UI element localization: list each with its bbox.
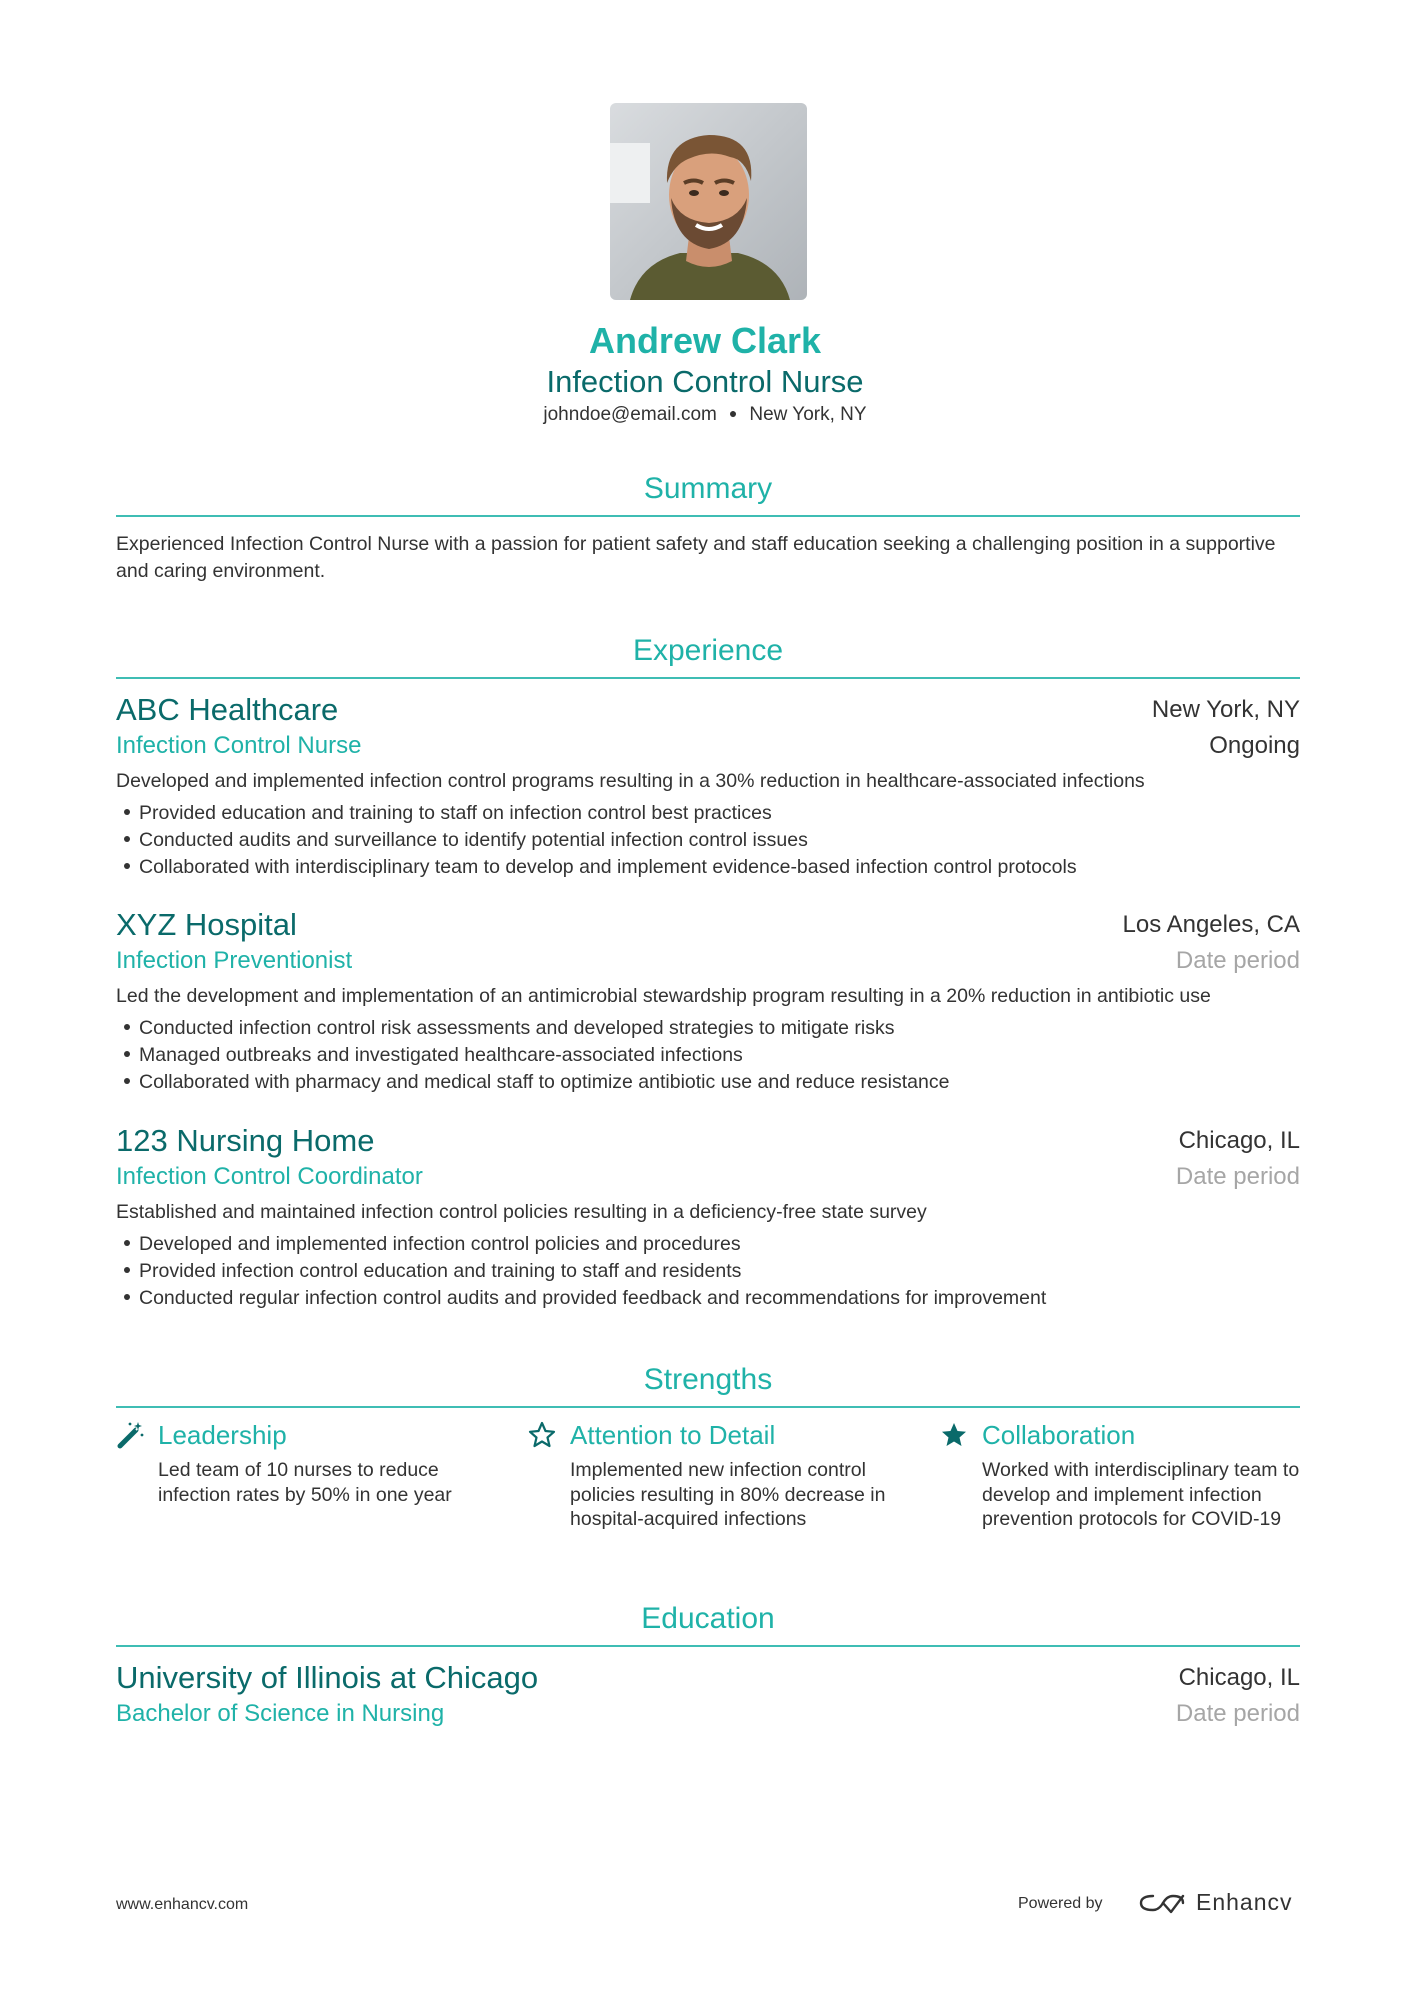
section-divider xyxy=(116,515,1300,517)
experience-item xyxy=(116,1123,1300,1323)
email-text[interactable]: johndoe@email.com xyxy=(543,404,717,425)
experience-item xyxy=(116,692,1300,892)
company-name: XYZ Hospital xyxy=(116,907,297,942)
job-role: Infection Control Coordinator xyxy=(116,1163,423,1190)
job-description: Established and maintained infection control policies resulting in a deficiency-free state survey xyxy=(116,1201,927,1223)
school-name: University of Illinois at Chicago xyxy=(116,1660,539,1695)
powered-by-label: Powered by xyxy=(1018,1895,1103,1912)
candidate-name: Andrew Clark xyxy=(588,320,822,361)
contact-line xyxy=(0,404,1410,426)
bullet-item: Conducted regular infection control audits and provided feedback and recommendations for improvement xyxy=(122,1285,1046,1312)
strength-description: Implemented new infection control policies resulting in 80% decrease in hospital-acquired infections xyxy=(570,1459,886,1530)
job-location: Los Angeles, CA xyxy=(1122,911,1300,938)
section-title-education: Education xyxy=(641,1602,775,1635)
experience-item xyxy=(116,907,1300,1107)
star-filled-icon xyxy=(940,1421,968,1449)
job-bullets xyxy=(122,800,1077,881)
bullet-item: Developed and implemented infection control policies and procedures xyxy=(122,1231,1046,1258)
section-divider xyxy=(116,1406,1300,1408)
bullet-item: Collaborated with pharmacy and medical staff to optimize antibiotic use and reduce resistance xyxy=(122,1069,949,1096)
strength-title: Leadership xyxy=(158,1420,287,1450)
job-role: Infection Control Nurse xyxy=(116,732,362,759)
bullet-item: Conducted audits and surveillance to identify potential infection control issues xyxy=(122,827,1077,854)
job-description: Led the development and implementation of an antimicrobial stewardship program resulting in a 20% reduction in antibiotic use xyxy=(116,985,1211,1007)
enhancv-logo-icon xyxy=(1137,1888,1187,1918)
job-bullets xyxy=(122,1015,949,1096)
strength-title: Attention to Detail xyxy=(570,1420,776,1450)
education-period: Date period xyxy=(1175,1700,1300,1727)
section-divider xyxy=(116,1645,1300,1647)
company-name: 123 Nursing Home xyxy=(116,1123,375,1158)
education-item xyxy=(116,1660,1300,1750)
section-divider xyxy=(116,677,1300,679)
bullet-item: Collaborated with interdisciplinary team to develop and implement evidence-based infection control protocols xyxy=(122,854,1077,881)
job-period: Date period xyxy=(1175,947,1300,974)
strength-description: Worked with interdisciplinary team to develop and implement infection prevention protocols for COVID-19 xyxy=(982,1459,1300,1530)
candidate-title: Infection Control Nurse xyxy=(546,364,864,399)
job-period: Ongoing xyxy=(1209,732,1300,759)
footer-website-link[interactable]: www.enhancv.com xyxy=(116,1896,249,1913)
brand-name[interactable]: Enhancv xyxy=(1196,1889,1293,1915)
job-role: Infection Preventionist xyxy=(116,947,353,974)
section-title-summary: Summary xyxy=(643,472,773,505)
company-name: ABC Healthcare xyxy=(116,692,339,727)
job-bullets xyxy=(122,1231,1046,1312)
bullet-item: Conducted infection control risk assessments and developed strategies to mitigate risks xyxy=(122,1015,949,1042)
strength-description: Led team of 10 nurses to reduce infection rates by 50% in one year xyxy=(158,1459,452,1506)
bullet-item: Managed outbreaks and investigated healthcare-associated infections xyxy=(122,1042,949,1069)
job-location: Chicago, IL xyxy=(1178,1127,1300,1154)
portrait-image xyxy=(610,103,807,300)
profile-photo xyxy=(610,103,807,300)
school-location: Chicago, IL xyxy=(1178,1664,1300,1691)
summary-text: Experienced Infection Control Nurse with a passion for patient safety and staff education seeking a challenging position in a supportive and caring environment. xyxy=(116,533,1276,582)
job-description: Developed and implemented infection control programs resulting in a 30% reduction in healthcare-associated infections xyxy=(116,770,1145,792)
job-period: Date period xyxy=(1175,1163,1300,1190)
magic-wand-icon xyxy=(116,1421,144,1449)
star-outline-icon xyxy=(528,1421,556,1449)
strength-title: Collaboration xyxy=(982,1420,1136,1450)
section-title-strengths: Strengths xyxy=(643,1363,773,1396)
bullet-item: Provided education and training to staff on infection control best practices xyxy=(122,800,1077,827)
job-location: New York, NY xyxy=(1151,696,1300,723)
separator-dot: ● xyxy=(728,405,738,421)
location-text: New York, NY xyxy=(749,404,867,425)
section-title-experience: Experience xyxy=(632,634,784,667)
degree-name: Bachelor of Science in Nursing xyxy=(116,1700,445,1727)
bullet-item: Provided infection control education and training to staff and residents xyxy=(122,1258,1046,1285)
